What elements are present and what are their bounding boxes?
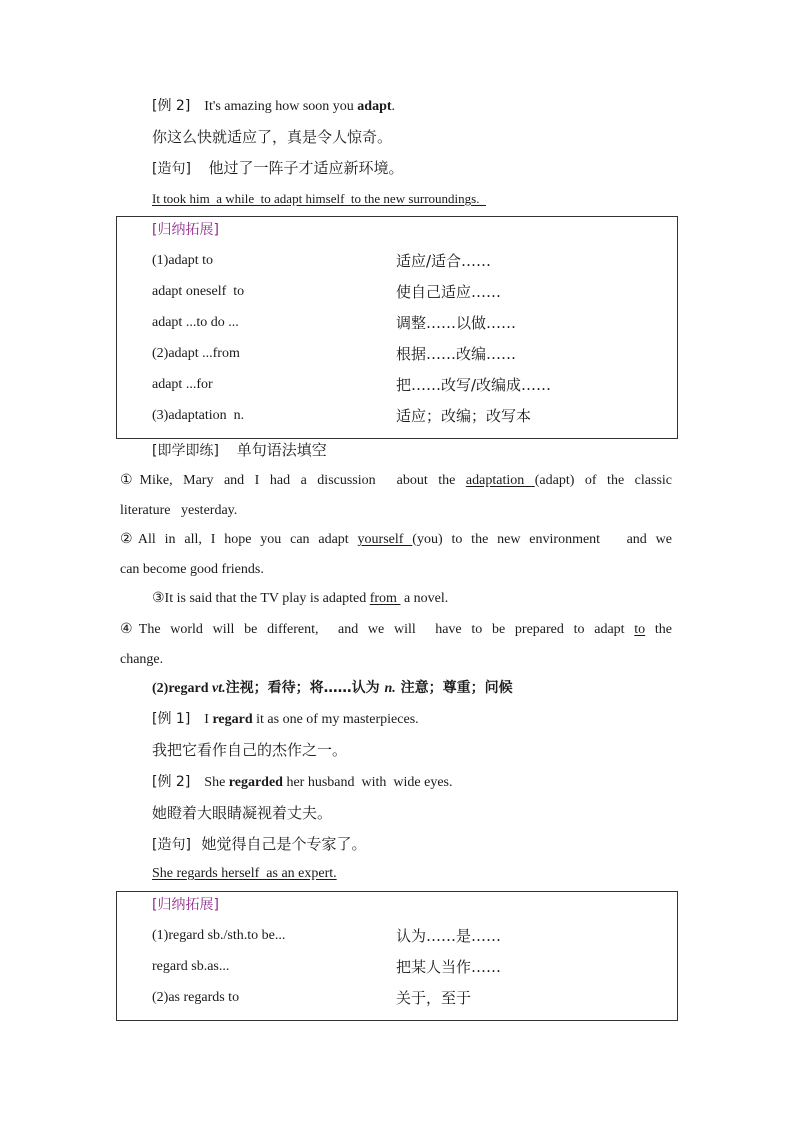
q2-text: ②All in all, I hope you can adapt (120, 532, 358, 547)
box1-row-4-cn: 根据……改编…… (396, 345, 517, 363)
practice-tag: [即学即练] (152, 443, 219, 459)
regard-heading (152, 678, 513, 699)
practice-title: 单句语法填空 (236, 441, 327, 459)
regard-example-2-cn: 她瞪着大眼睛凝视着丈夫。 (152, 804, 333, 822)
question-2-line-2: can become good friends. (120, 562, 264, 577)
q4-text-2: the (645, 622, 673, 637)
regard-pos-n: n. (384, 681, 396, 696)
example-text: She (204, 775, 229, 790)
q1-answer: adaptation (465, 473, 535, 488)
example-text: I (204, 712, 213, 727)
regard-meaning-2: 注意；尊重；问候 (395, 680, 513, 696)
question-4-line-2: change. (120, 652, 164, 667)
q4-text: ④The world will be different, and we will have to be prepared to adapt (120, 622, 635, 637)
make-sentence-2-answer: She regards herself as an expert. (152, 866, 337, 881)
make-sentence-1 (152, 158, 403, 180)
q3-text: ③It is said that the TV play is adapted (152, 591, 370, 606)
summary-box-1-title: [归纳拓展] (152, 222, 219, 238)
make-prompt: 她觉得自己是个专家了。 (201, 835, 367, 853)
make-sentence-1-answer: It took him a while to adapt himself to the new surroundings. (152, 191, 486, 206)
question-2-line-1 (120, 530, 672, 550)
box2-row-3-cn: 关于，至于 (396, 989, 472, 1007)
question-1-line-2: literature yesterday. (120, 503, 238, 518)
box2-row-3-en: (2)as regards to (152, 990, 240, 1005)
q2-answer: yourself (357, 532, 413, 547)
q3-answer: from (369, 591, 401, 606)
box1-row-5-en: adapt ...for (152, 377, 213, 392)
practice-heading (152, 440, 327, 461)
box1-row-1-cn: 适应/适合…… (396, 252, 492, 270)
example-keyword: regarded (228, 775, 283, 790)
example-tag: [例 1] (152, 711, 191, 727)
make-sentence-2 (152, 834, 366, 856)
q1-text: ①Mike, Mary and I had a discussion about the (120, 473, 466, 488)
regard-example-1-en (152, 709, 419, 730)
example-text-end: her husband with wide eyes. (282, 775, 453, 790)
example-2-cn: 你这么快就适应了，真是令人惊奇。 (152, 128, 393, 146)
regard-meaning-1: 注视；看待；将……认为 (225, 680, 385, 696)
example-tag: [例 2] (152, 774, 191, 790)
example-tag: [例 2] (152, 98, 191, 114)
box1-row-4-en: (2)adapt ...from (152, 346, 240, 361)
question-1-line-1 (120, 471, 672, 491)
regard-example-1-cn: 我把它看作自己的杰作之一。 (152, 741, 348, 759)
make-prompt: 他过了一阵子才适应新环境。 (208, 159, 404, 177)
box2-row-2-en: regard sb.as... (152, 959, 230, 974)
example-keyword: adapt (357, 99, 392, 114)
summary-box-2-title: [归纳拓展] (152, 897, 219, 913)
q2-text-2: (you) to the new environment and we (412, 532, 672, 547)
q1-text-2: (adapt) of the classic (534, 473, 672, 488)
example-keyword: regard (212, 712, 253, 727)
box1-row-1-en: (1)adapt to (152, 253, 214, 268)
regard-example-2-en (152, 772, 453, 793)
box1-row-3-en: adapt ...to do ... (152, 315, 239, 330)
question-3 (152, 589, 448, 609)
box1-row-6-cn: 适应；改编；改写本 (396, 407, 532, 425)
example-text: It's amazing how soon you (204, 99, 358, 114)
question-4-line-1 (120, 620, 672, 640)
box2-row-1-en: (1)regard sb./sth.to be... (152, 928, 286, 943)
box1-row-6-en: (3)adaptation n. (152, 408, 245, 423)
box1-row-5-cn: 把……改写/改编成…… (396, 376, 552, 394)
example-text-end: it as one of my masterpieces. (252, 712, 419, 727)
example-2-en (152, 96, 395, 117)
regard-word: (2)regard (152, 681, 212, 696)
example-text-end: . (391, 99, 396, 114)
box1-row-2-en: adapt oneself to (152, 284, 245, 299)
box2-row-2-cn: 把某人当作…… (396, 958, 502, 976)
q3-text-2: a novel. (400, 591, 449, 606)
box2-row-1-cn: 认为……是…… (396, 927, 502, 945)
regard-pos-vt: vt. (212, 681, 226, 696)
box1-row-3-cn: 调整……以做…… (396, 314, 517, 332)
make-tag: [造句] (152, 837, 191, 853)
box1-row-2-cn: 使自己适应…… (396, 283, 502, 301)
q4-answer: to (634, 622, 646, 637)
make-tag: [造句] (152, 161, 191, 177)
